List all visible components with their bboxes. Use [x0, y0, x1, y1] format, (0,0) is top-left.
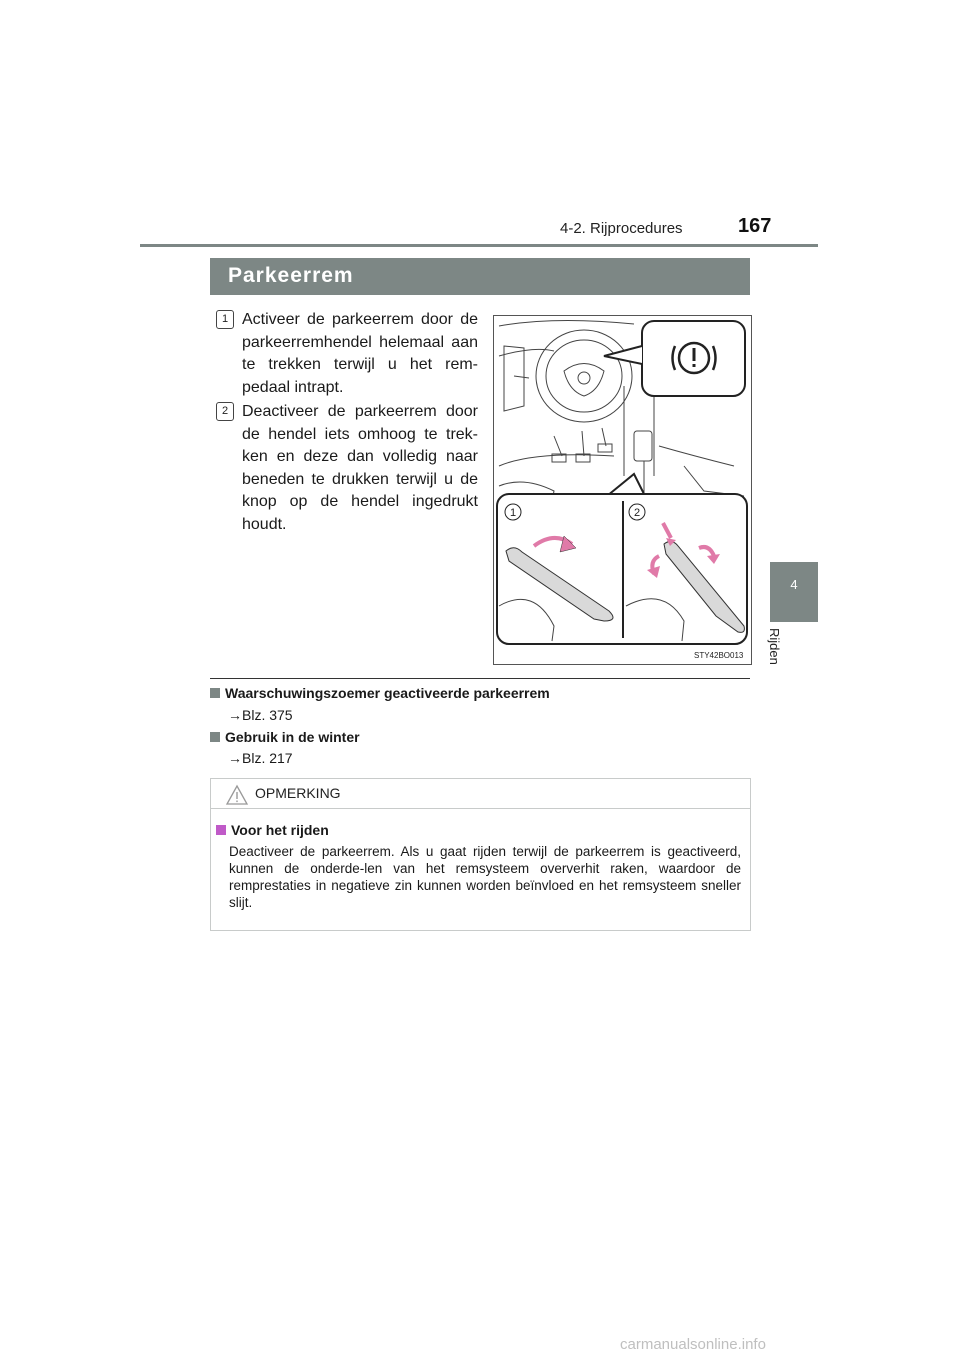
- header-rule: [140, 244, 818, 247]
- parking-brake-illustration: [493, 315, 752, 665]
- figure-code: STY42BO013: [694, 651, 744, 660]
- section-title: Parkeerrem: [228, 264, 354, 287]
- chapter-tab: 4: [770, 562, 818, 622]
- page-number: 167: [738, 215, 772, 237]
- footer-watermark: carmanualsonline.info: [620, 1336, 766, 1353]
- section-header: 4-2. Rijprocedures: [560, 220, 683, 237]
- notice-title: OPMERKING: [255, 785, 341, 801]
- bullet-square-icon: [210, 732, 220, 742]
- section-divider: [210, 678, 750, 679]
- notice-subheading: Voor het rijden: [216, 822, 329, 838]
- callout-1-label: 1: [509, 507, 517, 519]
- step-1-text: Activeer de parkeerrem door de parkeerremhendel helemaal aan te trekken terwijl u het rem-pedaal intrapt.: [242, 311, 478, 396]
- notice-header-rule: [211, 808, 750, 809]
- bullet-square-icon: [216, 825, 226, 835]
- callout-2-label: 2: [633, 507, 641, 519]
- info-heading-1: Waarschuwingszoemer geactiveerde parkeerrem: [210, 685, 550, 701]
- chapter-tab-label: Rijden: [767, 628, 782, 665]
- info-ref-2: →Blz. 217: [228, 750, 293, 766]
- info-heading-2: Gebruik in de winter: [210, 729, 360, 745]
- section-title-bar: [210, 258, 750, 295]
- notice-box: [210, 778, 751, 931]
- warning-triangle-icon: [225, 784, 249, 806]
- bullet-square-icon: [210, 688, 220, 698]
- step-2-number: 2: [216, 402, 234, 421]
- notice-body: Deactiveer de parkeerrem. Als u gaat rijden terwijl de parkeerrem is geactiveerd, kunnen de onderde-len van het remsysteem oververhit raken, waardoor de remprestaties in negatieve zin kunnen worden beïnvloed en het remsysteem sneller slijt.: [229, 844, 741, 910]
- step-1-number: 1: [216, 310, 234, 329]
- step-2-text: Deactiveer de parkeerrem door de hendel iets omhoog te trek-ken en deze dan volledig naar beneden te drukken terwijl u de knop op de hendel ingedrukt houdt.: [242, 403, 478, 533]
- info-ref-1: →Blz. 375: [228, 707, 293, 723]
